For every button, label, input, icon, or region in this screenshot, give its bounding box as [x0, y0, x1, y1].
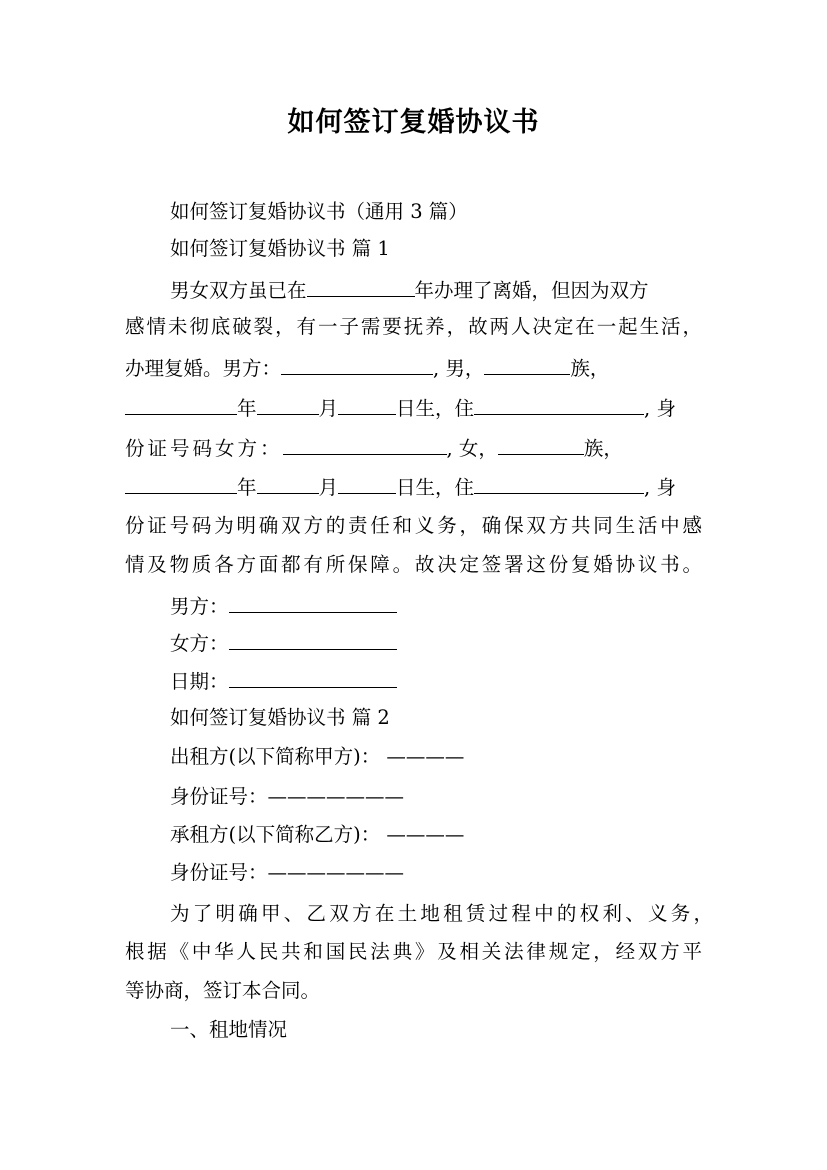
paragraph1-line2: 感情未彻底破裂，有一子需要抚养，故两人决定在一起生活，: [125, 315, 702, 338]
lessor-id-line: 身份证号：———————: [170, 785, 405, 808]
text-fragment: 年: [237, 397, 257, 420]
paragraph1-line1: [170, 277, 649, 303]
signature-male: [170, 593, 397, 619]
paragraph1-line5: [125, 435, 702, 461]
blank-address: [474, 474, 644, 494]
text-fragment: 办理复婚。男方：: [125, 357, 282, 380]
subtitle: 如何签订复婚协议书（通用 3 篇）: [170, 200, 468, 223]
part1-heading: 如何签订复婚协议书 篇 1: [170, 237, 390, 260]
text-fragment: 男女双方虽已在: [170, 279, 307, 302]
text-fragment: , 身: [644, 476, 676, 499]
section-heading: 一、租地情况: [170, 1018, 288, 1041]
text-fragment: 族，: [570, 357, 610, 380]
blank-birth-day: [338, 395, 396, 415]
blank-signature: [229, 593, 397, 613]
blank-birth-year: [125, 395, 237, 415]
lessee-line: 承租方(以下简称乙方)： ————: [170, 823, 465, 846]
blank-date: [229, 668, 397, 688]
text-fragment: 月: [318, 397, 339, 420]
text-fragment: 日生，住: [396, 476, 475, 499]
text-fragment: 族，: [583, 437, 623, 460]
paragraph1-line6: [125, 474, 702, 500]
signature-date: [170, 668, 397, 694]
blank-year: [307, 277, 415, 297]
lessee-id-line: 身份证号：———————: [170, 861, 405, 884]
text-fragment: , 男，: [433, 357, 485, 380]
text-fragment: 日生，住: [396, 397, 475, 420]
text-fragment: 年: [237, 476, 257, 499]
text-fragment: 日期：: [170, 670, 229, 693]
text-fragment: 男方：: [170, 595, 229, 618]
blank-birth-month: [257, 395, 319, 415]
text-fragment: , 身: [644, 397, 676, 420]
text-fragment: 年办理了离婚，但因为双方: [414, 279, 649, 302]
document-title: 如何签订复婚协议书: [287, 107, 540, 138]
text-fragment: , 女，: [446, 437, 498, 460]
paragraph1-line4: [125, 395, 702, 421]
blank-address: [474, 395, 644, 415]
blank-birth-year: [125, 474, 237, 494]
paragraph1-line8: 情及物质各方面都有所保障。故决定签署这份复婚协议书。: [125, 553, 702, 576]
blank-ethnicity: [484, 355, 570, 375]
blank-female-name: [283, 435, 447, 455]
paragraph2-line1: 为了明确甲、乙双方在土地租赁过程中的权利、义务，: [170, 902, 713, 925]
signature-female: [170, 630, 397, 656]
paragraph2-line3: 等协商，签订本合同。: [125, 979, 321, 1002]
lessor-line: 出租方(以下简称甲方)： ————: [170, 745, 465, 768]
text-fragment: 月: [318, 476, 339, 499]
blank-signature: [229, 630, 397, 650]
blank-birth-day: [338, 474, 396, 494]
paragraph2-line2: 根据《中华人民共和国民法典》及相关法律规定，经双方平: [125, 940, 702, 963]
part2-heading: 如何签订复婚协议书 篇 2: [170, 706, 390, 729]
blank-male-name: [281, 355, 433, 375]
text-fragment: 份证号码女方：: [125, 437, 283, 460]
paragraph1-line7: 份证号码为明确双方的责任和义务，确保双方共同生活中感: [125, 514, 702, 537]
blank-ethnicity: [498, 435, 584, 455]
blank-birth-month: [257, 474, 319, 494]
paragraph1-line3: [125, 355, 702, 381]
text-fragment: 女方：: [170, 632, 229, 655]
